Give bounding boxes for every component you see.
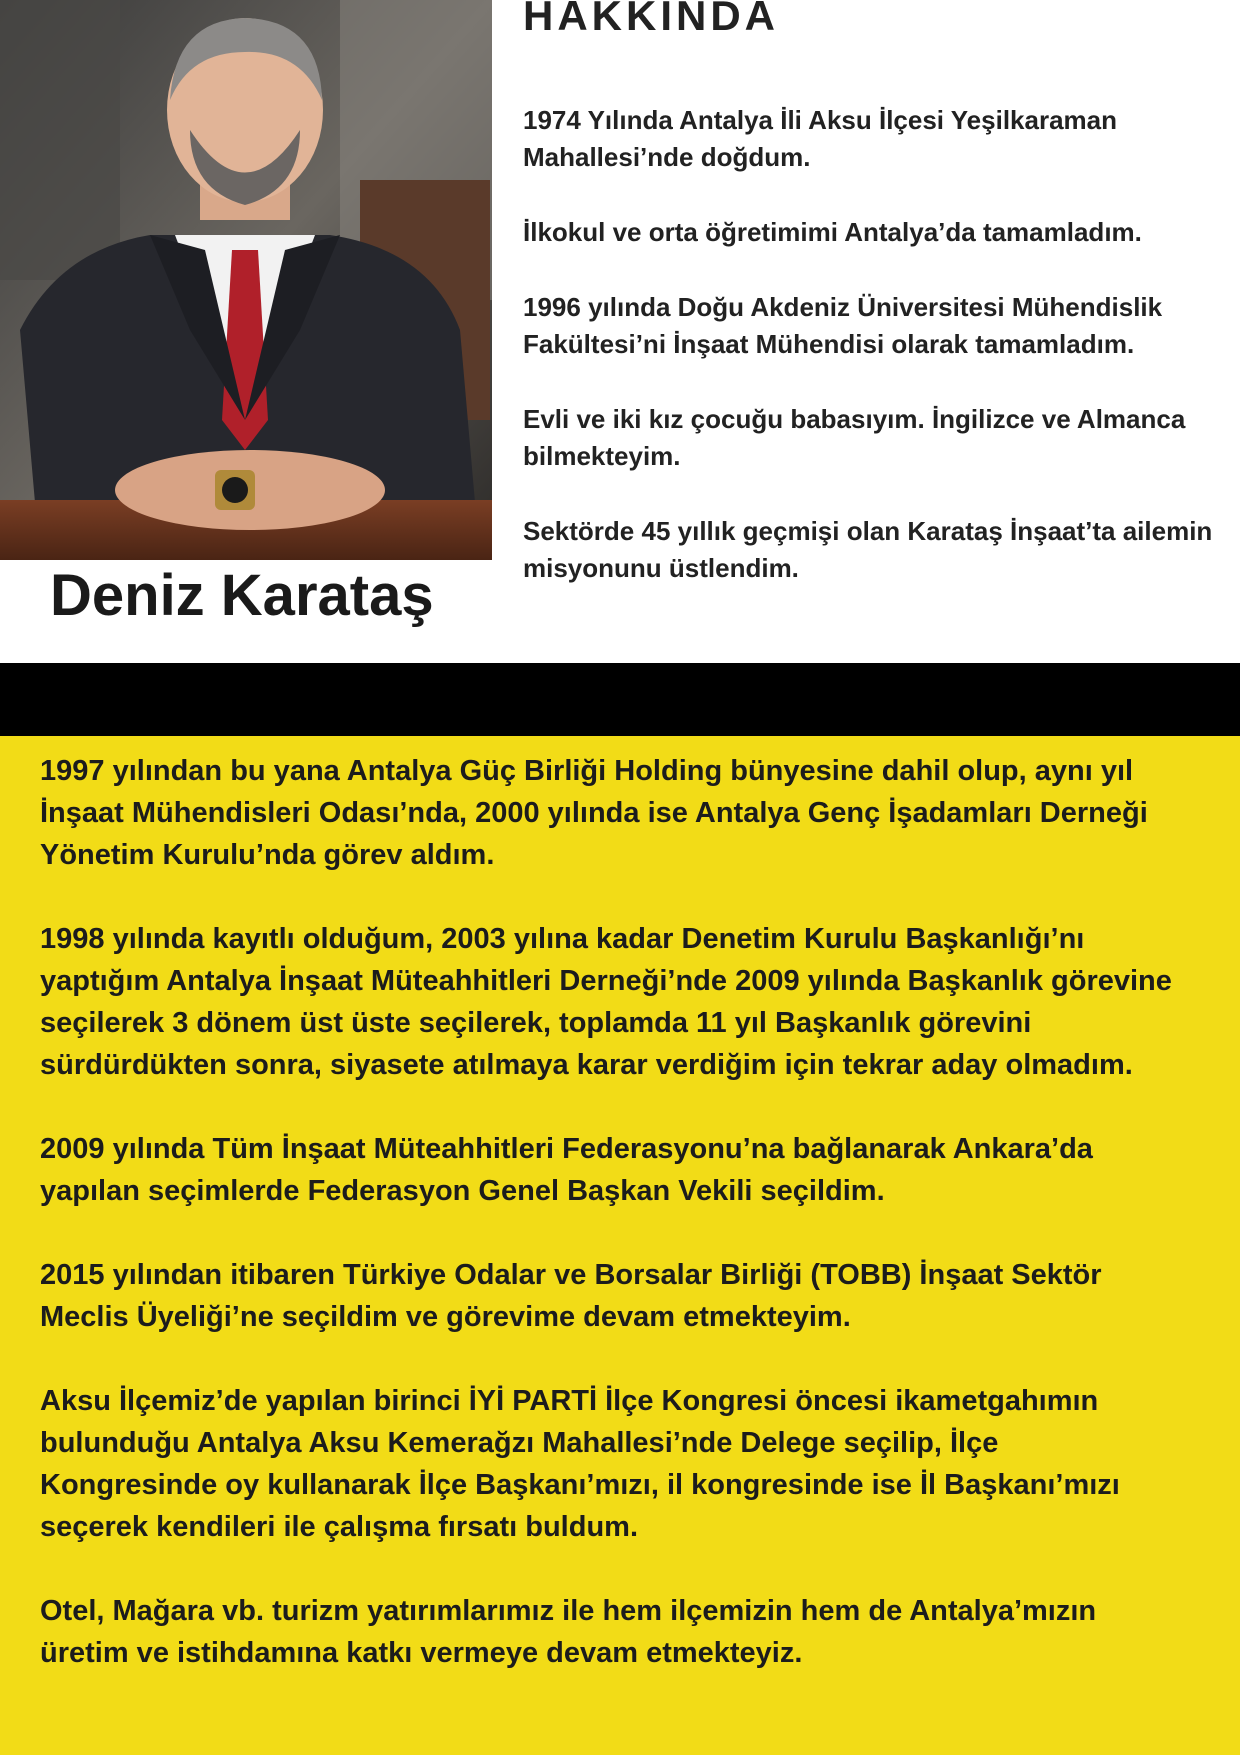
career-section bbox=[0, 736, 1240, 1755]
about-title: HAKKINDA bbox=[523, 0, 779, 39]
about-paragraph: Sektörde 45 yıllık geçmişi olan Karataş İnşaat’ta ailemin misyonunu üstlendim. bbox=[523, 516, 1213, 583]
career-paragraph: 2015 yılından itibaren Türkiye Odalar ve Borsalar Birliği (TOBB) İnşaat Sektör Meclis Üyeliği’ne seçildim ve görevime devam etmekteyim. bbox=[40, 1259, 1102, 1333]
black-divider-band bbox=[0, 663, 1240, 736]
about-paragraph: 1974 Yılında Antalya İli Aksu İlçesi Yeşilkaraman Mahallesi’nde doğdum. bbox=[523, 105, 1118, 172]
about-paragraph: Evli ve iki kız çocuğu babasıyım. İngilizce ve Almanca bilmekteyim. bbox=[523, 404, 1186, 471]
portrait-photo bbox=[0, 0, 492, 560]
career-paragraph: 2009 yılında Tüm İnşaat Müteahhitleri Federasyonu’na bağlanarak Ankara’da yapılan seçimlerde Federasyon Genel Başkan Vekili seçildim. bbox=[40, 1133, 1093, 1207]
career-paragraph: 1997 yılından bu yana Antalya Güç Birliği Holding bünyesine dahil olup, aynı yıl İnşaat Mühendisleri Odası’nda, 2000 yılında ise Antalya Genç İşadamları Derneği Yönetim Kurulu’nda görev aldım. bbox=[40, 755, 1148, 871]
about-paragraph: İlkokul ve orta öğretimimi Antalya’da tamamladım. bbox=[523, 217, 1142, 247]
person-name: Deniz Karataş bbox=[50, 563, 434, 628]
career-paragraph: 1998 yılında kayıtlı olduğum, 2003 yılına kadar Denetim Kurulu Başkanlığı’nı yaptığım Antalya İnşaat Müteahhitleri Derneği’nde 2009 yılında Başkanlık görevine seçilerek 3 dönem üst üste seçilerek, toplamda 11 yıl Başkanlık görevini sürdürdükten sonra, siyasete atılmaya karar verdiğim için tekrar aday olmadım. bbox=[40, 923, 1172, 1081]
career-paragraph: Otel, Mağara vb. turizm yatırımlarımız ile hem ilçemizin hem de Antalya’mızın üretim ve istihdamına katkı vermeye devam etmekteyiz. bbox=[40, 1595, 1097, 1669]
career-paragraph: Aksu İlçemiz’de yapılan birinci İYİ PARTİ İlçe Kongresi öncesi ikametgahımın bulunduğu Antalya Aksu Kemerağzı Mahallesi’nde Delege seçilip, İlçe Kongresinde oy kullanarak İlçe Başkanı’mızı, il kongresinde ise İl Başkanı’mızı seçerek kendileri ile çalışma fırsatı buldum. bbox=[40, 1385, 1120, 1543]
about-paragraph: 1996 yılında Doğu Akdeniz Üniversitesi Mühendislik Fakültesi’ni İnşaat Mühendisi olarak tamamladım. bbox=[523, 292, 1163, 359]
about-section bbox=[523, 102, 1223, 625]
